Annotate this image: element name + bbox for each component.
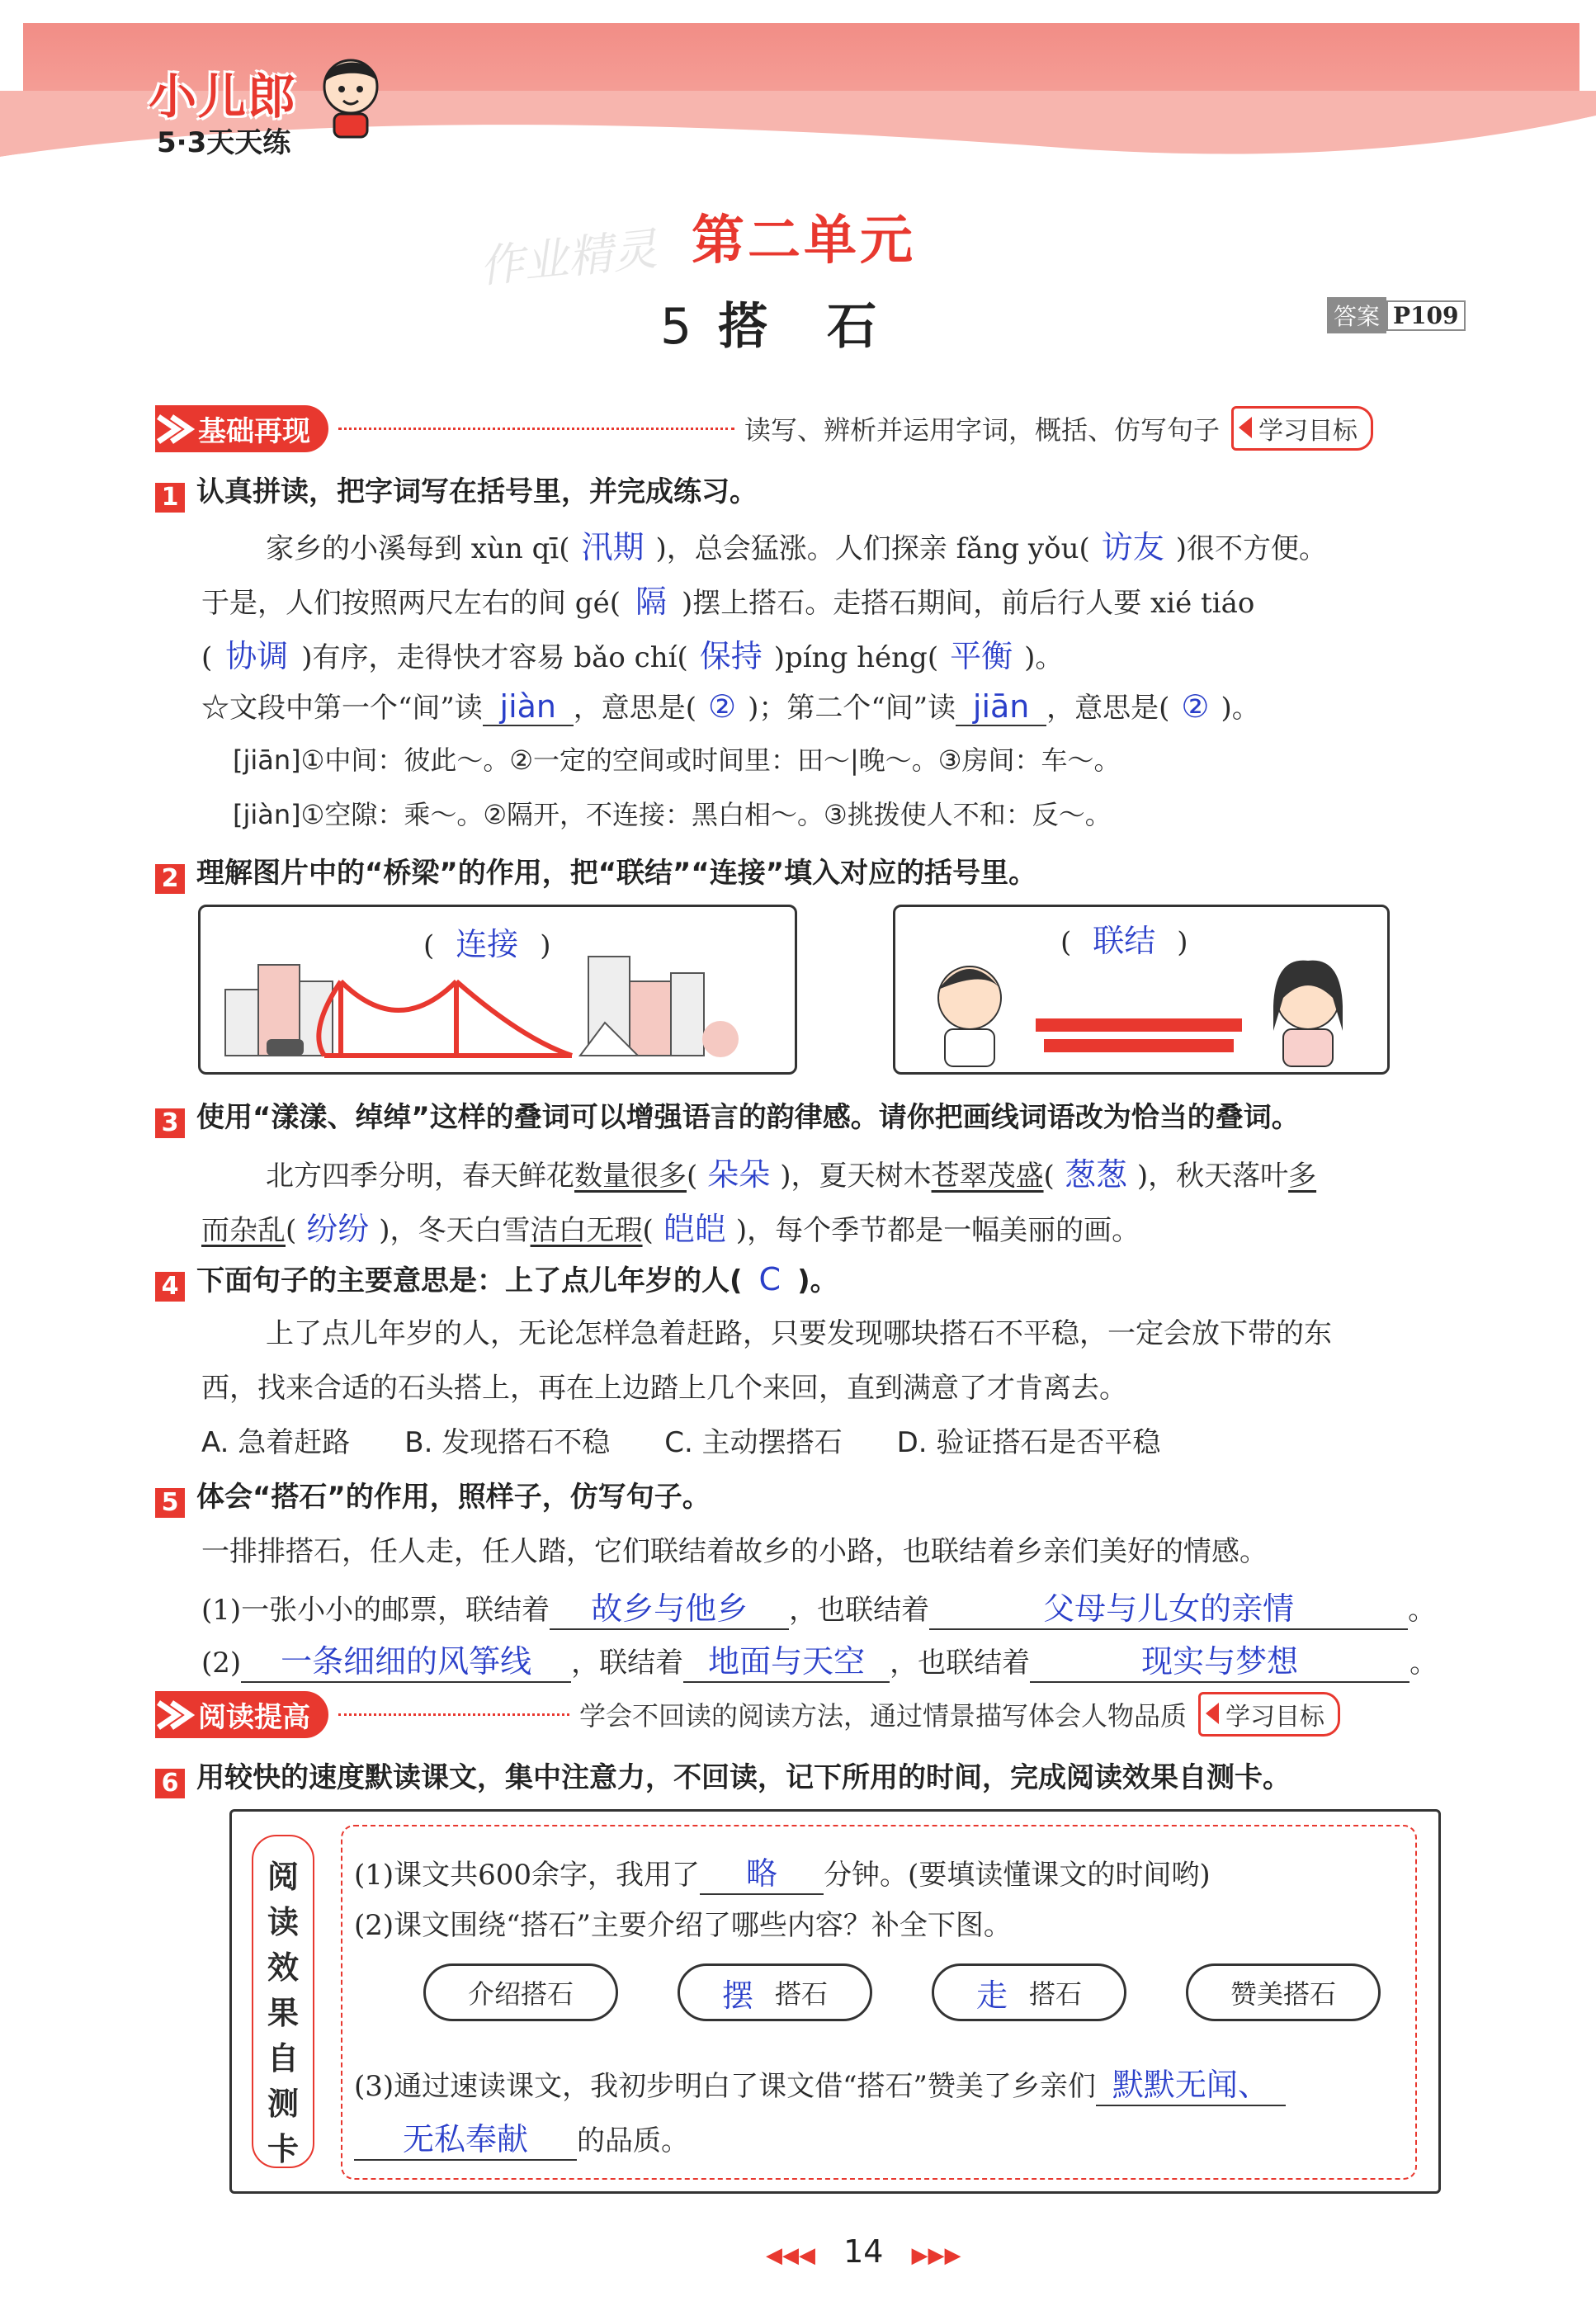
q1-line2: 于是，人们按照两尺左右的间 gé( 隔 )摆上搭石。走搭石期间，前后行人要 xié tiáo bbox=[201, 584, 1255, 620]
q3-line1: 北方四季分明，春天鲜花数量很多( 朵朵 )，夏天树木苍翠茂盛( 葱葱 )，秋天落叶多 bbox=[266, 1156, 1317, 1193]
option-b[interactable]: B. 发现搭石不稳 bbox=[404, 1426, 611, 1459]
answer: 朵朵 bbox=[707, 1156, 771, 1193]
q6-line2: (2)课文围绕“搭石”主要介绍了哪些内容？补全下图。 bbox=[354, 1909, 1012, 1942]
answer-tag bbox=[1327, 299, 1466, 332]
q5-sentence1: (1)一张小小的邮票，联结着 故乡与他乡 ，也联结着 父母与儿女的亲情 。 bbox=[201, 1583, 1436, 1630]
answer: 联结 bbox=[1093, 923, 1156, 959]
card-label: 阅 读 效 果 自 测 卡 bbox=[252, 1835, 314, 2168]
q4-options bbox=[201, 1420, 1160, 1460]
bridge-picture bbox=[198, 905, 797, 1075]
section-reading-goal: 学会不回读的阅读方法，通过情景描写体会人物品质 bbox=[579, 1700, 1188, 1732]
q4-title: 4 下面句子的主要意思是：上了点儿年岁的人( C )。 bbox=[155, 1258, 838, 1302]
answer: 保持 bbox=[699, 638, 763, 674]
reading-selftest-card bbox=[229, 1809, 1441, 2194]
answer: 隔 bbox=[635, 584, 667, 620]
section-basic-goal: 读写、辨析并运用字词，概括、仿写句子 bbox=[744, 414, 1221, 446]
section-rule bbox=[338, 1713, 569, 1716]
lesson-name: 搭 石 bbox=[718, 298, 882, 356]
arrow-icon bbox=[155, 409, 198, 450]
q2-number: 2 bbox=[155, 864, 185, 894]
answer: 父母与儿女的亲情 bbox=[1043, 1590, 1295, 1627]
section-basic-header bbox=[155, 404, 1467, 452]
section-basic-label: 基础再现 bbox=[155, 405, 328, 452]
q6-title bbox=[155, 1755, 1291, 1798]
unit-title: 第二单元 bbox=[692, 210, 916, 272]
answer-label: 答案 bbox=[1327, 297, 1386, 333]
option-c[interactable]: C. 主动摆搭石 bbox=[664, 1426, 843, 1459]
answer: 一条细细的风筝线 bbox=[281, 1643, 532, 1680]
answer: 皑皑 bbox=[663, 1211, 726, 1247]
next-arrows-icon: ▶▶▶ bbox=[911, 2243, 961, 2268]
q2-title bbox=[155, 850, 1036, 894]
brand-series: 5·3天天练 bbox=[157, 126, 291, 159]
page-number: ◀◀◀ 14 ▶▶▶ bbox=[766, 2233, 961, 2270]
answer: 访友 bbox=[1101, 529, 1164, 565]
option-a[interactable]: A. 急着赶路 bbox=[201, 1426, 351, 1459]
q1-line4: ☆文段中第一个“间”读 jiàn ，意思是( ② )；第二个“间”读 jiān ，意思是( ② )。 bbox=[201, 688, 1260, 725]
answer: 默默无闻、 bbox=[1112, 2067, 1269, 2103]
q2-answer1-box: ( 连接 ) bbox=[423, 926, 551, 962]
answer: 汛期 bbox=[581, 529, 645, 565]
option-d[interactable]: D. 验证搭石是否平稳 bbox=[896, 1426, 1161, 1459]
q2-answer2-box: ( 联结 ) bbox=[1060, 923, 1188, 959]
q6-line3: (3)通过速读课文，我初步明白了课文借“搭石”赞美了乡亲们 默默无闻、 bbox=[354, 2059, 1286, 2106]
mascot-icon bbox=[314, 50, 388, 140]
q2-text: 理解图片中的“桥梁”的作用，把“联结”“连接”填入对应的括号里。 bbox=[196, 857, 1037, 890]
answer: 无私奉献 bbox=[402, 2121, 528, 2157]
q1-def2: [jiàn]①空隙：乘～。②隔开，不连接：黑白相～。③挑拨使人不和：反～。 bbox=[233, 799, 1112, 830]
q1-def1: [jiān]①中间：彼此～。②一定的空间或时间里：田～|晚～。③房间：车～。 bbox=[233, 744, 1121, 776]
answer-page: P109 bbox=[1386, 300, 1466, 331]
section-rule bbox=[338, 428, 734, 430]
answer: 摆 bbox=[721, 1977, 753, 2014]
prev-arrows-icon: ◀◀◀ bbox=[766, 2243, 815, 2268]
answer: ② bbox=[1181, 688, 1210, 725]
q5-text: 体会“搭石”的作用，照样子，仿写句子。 bbox=[196, 1481, 711, 1514]
lesson-number: 5 bbox=[660, 298, 697, 356]
q4-para1: 上了点儿年岁的人，无论怎样急着赶路，只要发现哪块搭石不平稳，一定会放下带的东 bbox=[266, 1317, 1332, 1350]
q5-title bbox=[155, 1474, 711, 1518]
q5-sentence2: (2) 一条细细的风筝线 ，联结着 地面与天空 ，也联结着 现实与梦想 。 bbox=[201, 1636, 1438, 1683]
q4-text: 下面句子的主要意思是：上了点儿年岁的人( bbox=[196, 1264, 743, 1297]
answer: 葱葱 bbox=[1064, 1156, 1127, 1193]
q3-line2: 而杂乱( 纷纷 )，冬天白雪洁白无瑕( 皑皑 )，每个季节都是一幅美丽的画。 bbox=[201, 1211, 1140, 1247]
answer: jiān bbox=[972, 688, 1030, 725]
pill-2: 摆 搭石 bbox=[678, 1963, 872, 2021]
q1-line1: 家乡的小溪每到 xùn qī( 汛期 )，总会猛涨。人们探亲 fǎng yǒu( 访友 )很不方便。 bbox=[266, 529, 1328, 565]
people-illustration bbox=[904, 932, 1379, 1068]
pill-4: 赞美搭石 bbox=[1186, 1963, 1381, 2021]
q4-number: 4 bbox=[155, 1272, 185, 1302]
goal-tag: 学习目标 bbox=[1198, 1692, 1340, 1737]
answer: 平衡 bbox=[950, 638, 1013, 674]
q1-title bbox=[155, 469, 758, 513]
q5-number: 5 bbox=[155, 1488, 185, 1518]
section-reading-label: 阅读提高 bbox=[155, 1691, 328, 1738]
answer: 协调 bbox=[225, 638, 289, 674]
q3-text: 使用“漾漾、绰绰”这样的叠词可以增强语言的韵律感。请你把画线词语改为恰当的叠词。 bbox=[196, 1101, 1300, 1134]
q4-para2: 西，找来合适的石头搭上，再在上边踏上几个来回，直到满意了才肯离去。 bbox=[201, 1372, 1127, 1405]
q1-line3: ( 协调 )有序，走得快才容易 bǎo chí( 保持 )píng héng( 平衡 )。 bbox=[201, 638, 1064, 674]
city-bridge-illustration bbox=[209, 932, 786, 1068]
pill-row bbox=[423, 1963, 1381, 2021]
q1-text: 认真拼读，把字词写在括号里，并完成练习。 bbox=[196, 475, 758, 508]
q5-example: 一排排搭石，任人走，任人踏，它们联结着故乡的小路，也联结着乡亲们美好的情感。 bbox=[201, 1535, 1268, 1568]
pill-1: 介绍搭石 bbox=[423, 1963, 618, 2021]
answer: jiàn bbox=[499, 688, 557, 725]
q3-title bbox=[155, 1094, 1300, 1138]
q3-number: 3 bbox=[155, 1108, 185, 1138]
answer: 故乡与他乡 bbox=[591, 1590, 748, 1627]
goal-tag: 学习目标 bbox=[1231, 406, 1373, 451]
q6-text: 用较快的速度默读课文，集中注意力，不回读，记下所用的时间，完成阅读效果自测卡。 bbox=[196, 1761, 1291, 1794]
arrow-icon bbox=[155, 1694, 198, 1736]
q1-number: 1 bbox=[155, 483, 185, 513]
q6-line4: 无私奉献 的品质。 bbox=[354, 2114, 689, 2161]
answer: 略 bbox=[746, 1855, 778, 1892]
answer: 走 bbox=[975, 1977, 1008, 2014]
lesson-title bbox=[660, 287, 881, 358]
section-reading-header bbox=[155, 1690, 1467, 1738]
pill-3: 走 搭石 bbox=[932, 1963, 1126, 2021]
answer: ② bbox=[708, 688, 737, 725]
brand-logo: 小儿郎 bbox=[149, 69, 298, 125]
watermark: 作业精灵 bbox=[476, 222, 660, 294]
q6-line1: (1)课文共600余字，我用了 略 分钟。(要填读懂课文的时间哟) bbox=[354, 1848, 1211, 1895]
answer: 纷纷 bbox=[306, 1211, 370, 1247]
answer: 现实与梦想 bbox=[1141, 1643, 1299, 1680]
answer: 地面与天空 bbox=[708, 1643, 866, 1680]
answer: 连接 bbox=[456, 926, 519, 962]
answer: C bbox=[758, 1261, 781, 1297]
people-picture bbox=[893, 905, 1390, 1075]
q6-number: 6 bbox=[155, 1769, 185, 1798]
